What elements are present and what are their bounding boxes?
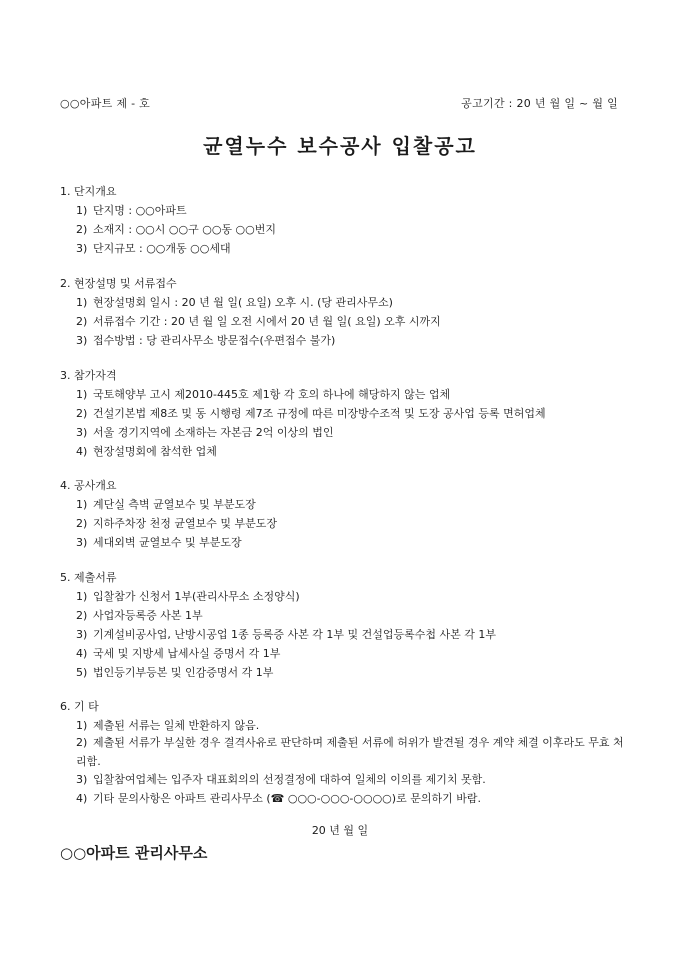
section-title-misc: 6. 기 타 — [60, 700, 99, 713]
section-title-complex-overview: 1. 단지개요 — [60, 185, 117, 198]
list-item: 2) 지하주차장 천정 균열보수 및 부분도장 — [76, 517, 278, 530]
list-item: 1) 계단실 측벽 균열보수 및 부분도장 — [76, 498, 256, 511]
list-item: 2) 제출된 서류가 부실한 경우 결격사유로 판단하며 제출된 서류에 허위가 발견될 경우 계약 체결 이후라도 무효 처리함. — [76, 736, 624, 768]
page-title: 균열누수 보수공사 입찰공고 — [203, 134, 477, 158]
list-item: 1) 현장설명회 일시 : 20 년 월 일( 요일) 오후 시. (당 관리사무소) — [76, 296, 393, 309]
list-item: 3) 기계설비공사업, 난방시공업 1종 등록증 사본 각 1부 및 건설업등록수첩 사본 각 1부 — [76, 628, 496, 641]
list-item: 2) 건설기본법 제8조 및 동 시행령 제7조 규정에 따른 미장방수조적 및 도장 공사업 등록 면허업체 — [76, 407, 546, 420]
list-item: 2) 서류접수 기간 : 20 년 월 일 오전 시에서 20 년 월 일( 요일) 오후 시까지 — [76, 315, 441, 328]
list-item: 1) 입찰참가 신청서 1부(관리사무소 소정양식) — [76, 590, 300, 603]
section-title-site-briefing: 2. 현장설명 및 서류접수 — [60, 277, 177, 290]
list-item: 3) 단지규모 : ○○개동 ○○세대 — [76, 242, 231, 255]
section-title-eligibility: 3. 참가자격 — [60, 369, 117, 382]
list-item: 1) 국토해양부 고시 제2010-445호 제1항 각 호의 하나에 해당하지 않는 업체 — [76, 388, 451, 401]
list-item: 3) 서울 경기지역에 소재하는 자본금 2억 이상의 법인 — [76, 426, 334, 439]
list-item: 3) 입찰참여업체는 입주자 대표회의의 선정결정에 대하여 일체의 이의를 제기치 못함. — [76, 773, 486, 786]
list-item: 3) 세대외벽 균열보수 및 부분도장 — [76, 536, 242, 549]
list-item: 4) 기타 문의사항은 아파트 관리사무소 (☎ ○○○-○○○-○○○○)로 문의하기 바람. — [76, 792, 481, 805]
list-item: 1) 단지명 : ○○아파트 — [76, 204, 187, 217]
posting-period: 공고기간 : 20 년 월 일 ~ 월 일 — [461, 97, 618, 110]
list-item: 1) 제출된 서류는 일체 반환하지 않음. — [76, 719, 260, 732]
list-item: 4) 현장설명회에 참석한 업체 — [76, 445, 217, 458]
list-item: 5) 법인등기부등본 및 인감증명서 각 1부 — [76, 666, 274, 679]
section-title-documents: 5. 제출서류 — [60, 571, 117, 584]
list-item: 4) 국세 및 지방세 납세사실 증명서 각 1부 — [76, 647, 281, 660]
list-item: 2) 사업자등록증 사본 1부 — [76, 609, 203, 622]
issue-date: 20 년 월 일 — [311, 824, 369, 837]
document-number: ○○아파트 제 - 호 — [60, 97, 151, 110]
section-title-work-overview: 4. 공사개요 — [60, 479, 117, 492]
list-item: 2) 소재지 : ○○시 ○○구 ○○동 ○○번지 — [76, 223, 276, 236]
list-item: 3) 접수방법 : 당 관리사무소 방문접수(우편접수 불가) — [76, 334, 336, 347]
issuer-signature: ○○아파트 관리사무소 — [60, 844, 208, 862]
